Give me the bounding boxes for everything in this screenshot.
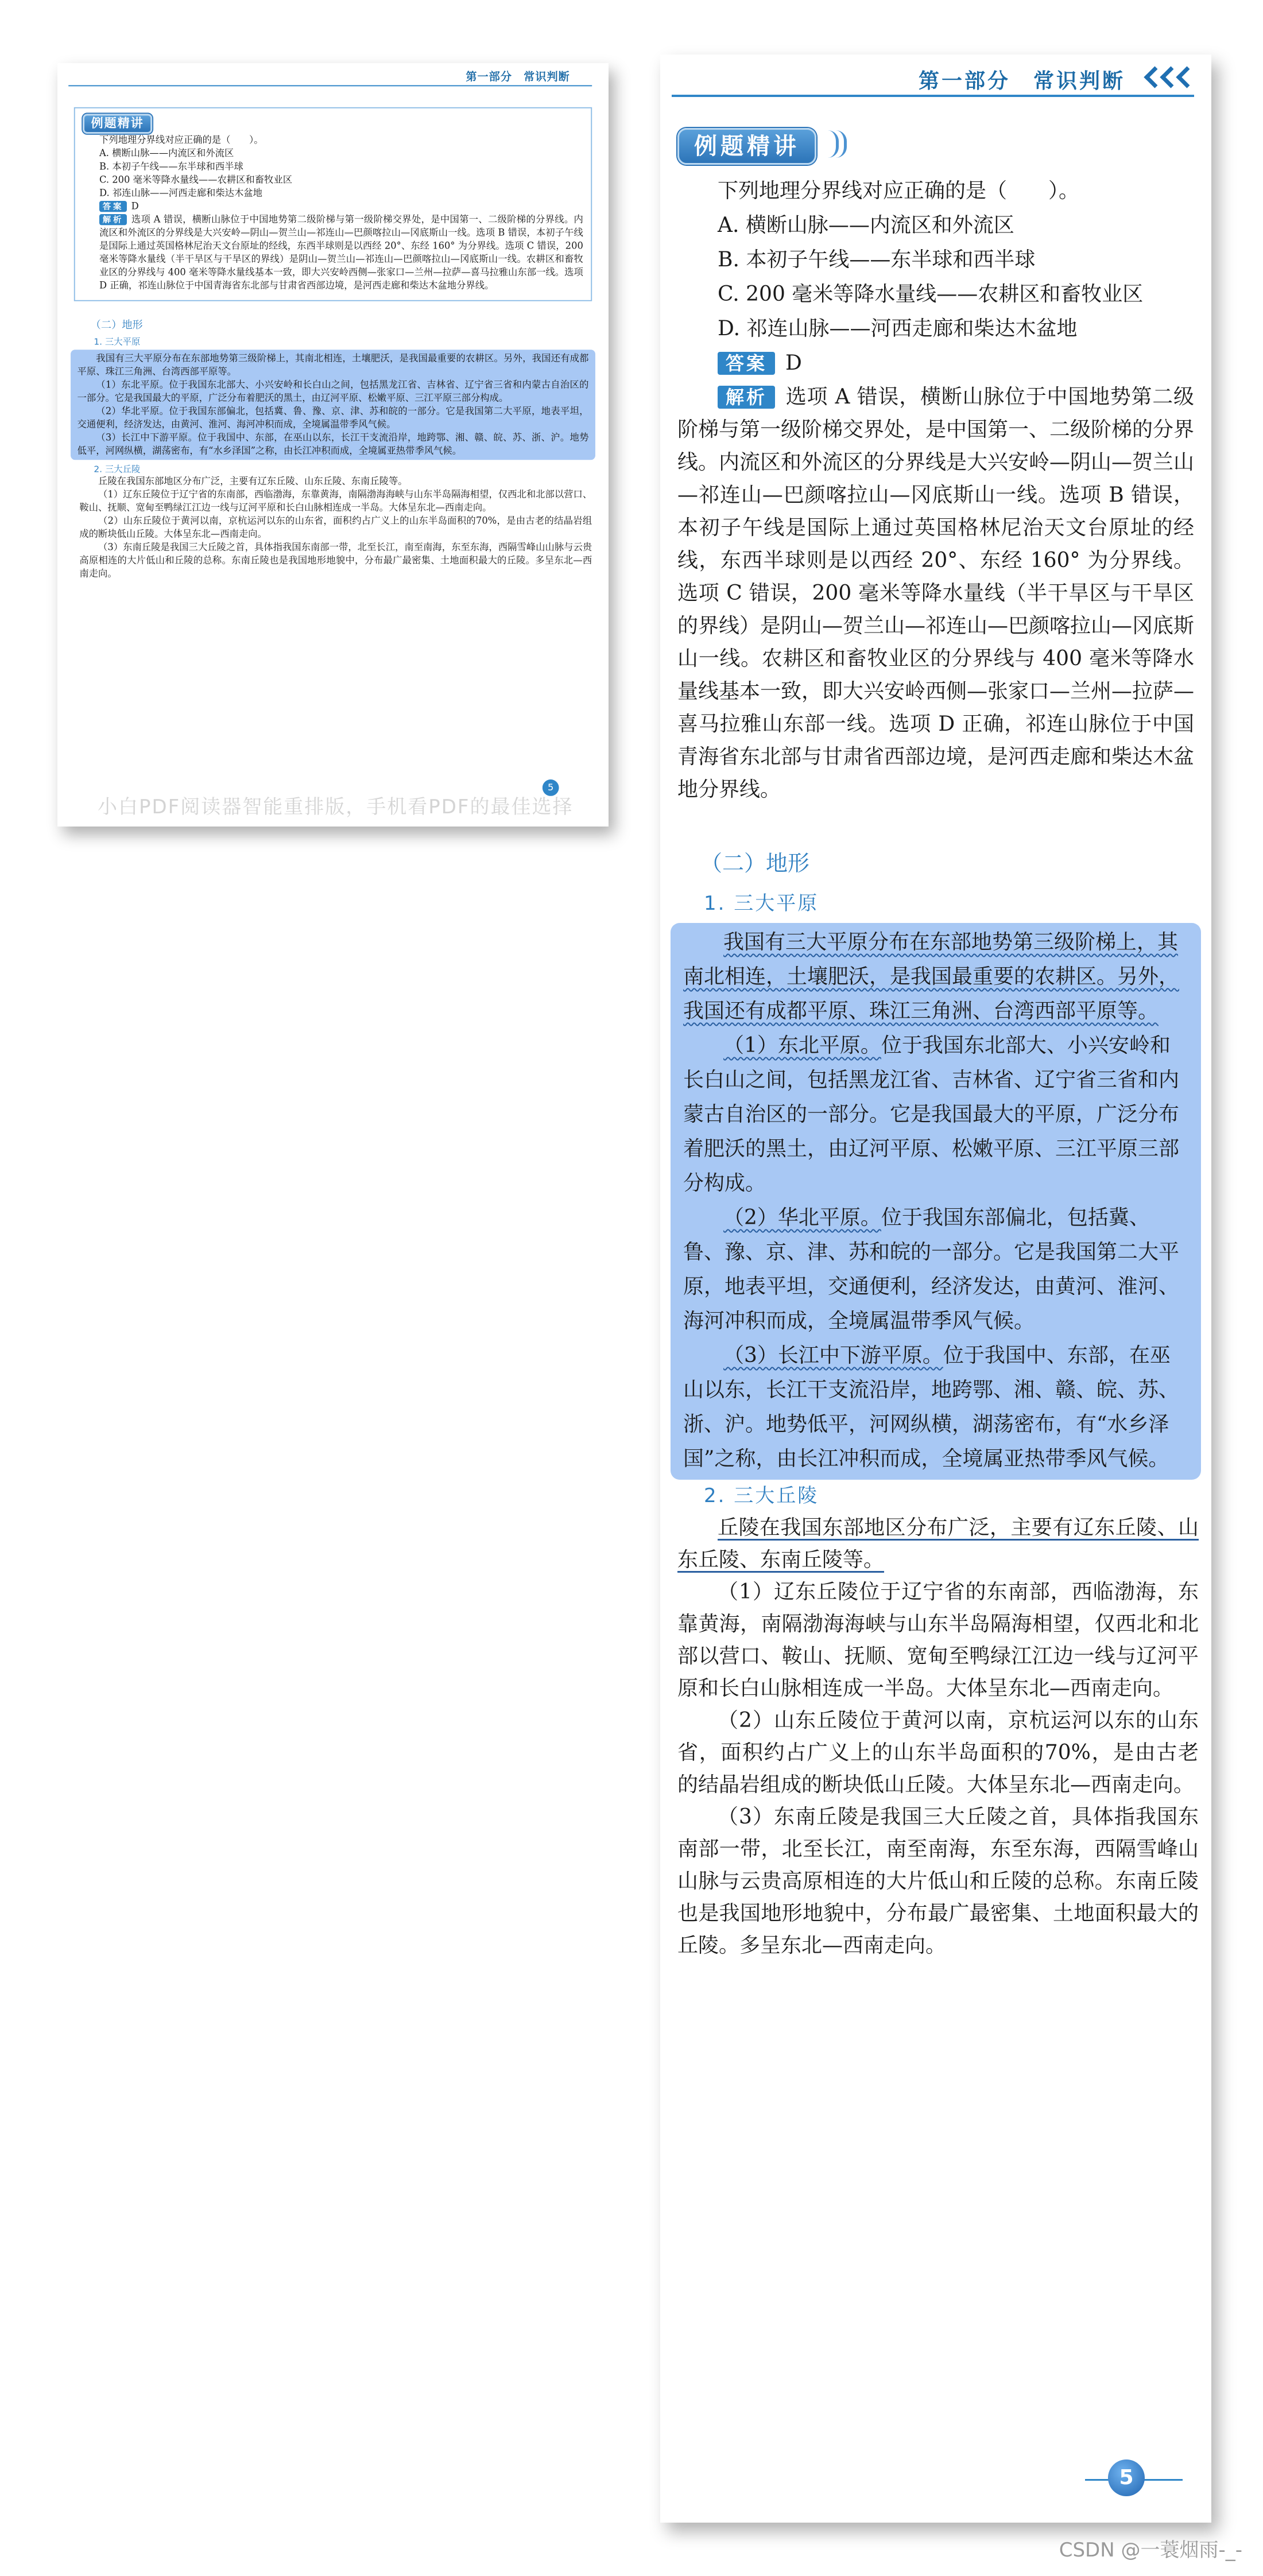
thumb-plain2-head: （2）华北平原。 [96,406,169,417]
plain-2 [683,1201,1188,1339]
question-text: 下列地理分界线对应正确的是（ ）。 [718,179,1080,203]
plain-1 [683,1029,1188,1201]
header-rule [672,95,1194,97]
page-number-area [660,2459,1211,2505]
thumb-explanation: 选项 A 错误，横断山脉位于中国地势第二级阶梯与第一级阶梯交界处，是中国第一、二级阶梯的分界线。内流区和外流区的分界线是大兴安岭—阴山—贺兰山—祁连山—巴颜喀拉山—冈底斯山一线。选项 B 错误，本初子午线是国际上通过英国格林尼治天文台原址的经线，东西半球则是以西经 20°、东经 160° 为分界线。选项 C 错误，200 毫米等降水量线（半干旱区与干旱区的界线）是阴山—贺兰山—祁连山—巴颜喀拉山—冈底斯山一线。农耕区和畜牧业区的分界线与 400 毫米等降水量线基本一致，即大兴安岭西侧—张家口—兰州—拉萨—喜马拉雅山东部一线。选项 D 正确，祁连山脉位于中国青海省东北部与甘肃省西部边境，是河西走廊和柴达木盆地分界线。 [99,214,583,292]
example-badge: 例题精讲 [677,128,816,165]
page-header [660,55,1211,106]
plain-3-body: 位于我国中、东部，在巫山以东，长江干支流沿岸，地跨鄂、湘、赣、皖、苏、浙、沪。地势低平，河网纵横，湖荡密布，有“水乡泽国”之称，由长江冲积而成，全境属亚热带季风气候。 [683,1344,1180,1471]
option-d: D. 祁连山脉——河西走廊和柴达木盆地 [718,317,1078,340]
thumb-option-d: D. 祁连山脉——河西走廊和柴达木盆地 [99,187,262,199]
plains-intro: 我国有三大平原分布在东部地势第三级阶梯上，其南北相连，土壤肥沃，是我国最重要的农耕区。另外，我国还有成都平原、珠江三角洲、台湾西部平原等。 [683,930,1180,1023]
example-section [677,122,1194,806]
thumb-highlight [71,350,595,460]
thumb-plain1 [78,378,589,405]
thumbnail-content [57,63,609,793]
example-badge-wrap [677,122,1194,168]
hill-1: （1）辽东丘陵位于辽宁省的东南部，西临渤海，东靠黄海，南隔渤海海峡与山东半岛隔海相望，仅西北和北部以营口、鞍山、抚顺、宽甸至鸭绿江江边一线与辽河平原和长白山脉相连成一半岛。大体呈东北—西南走向。 [677,1580,1199,1700]
csdn-watermark: CSDN @一蓑烟雨-_- [1059,2539,1242,2562]
thumb-option-c: C. 200 毫米等降水量线——农耕区和畜牧业区 [99,174,293,186]
terrain-title: （二）地形 [700,851,810,876]
hill-2: （2）山东丘陵位于黄河以南，京杭运河以东的山东省，面积约占广义上的山东半岛面积的70%，是由古老的结晶岩组成的断块低山丘陵。大体呈东北—西南走向。 [677,1709,1199,1797]
thumb-option-b: B. 本初子午线——东半球和西半球 [99,161,243,173]
answer-value: D [785,351,802,375]
plain-3 [683,1339,1188,1476]
thumb-page-number: 5 [543,779,559,796]
badge-arc-icon-2 [836,130,847,158]
plain-1-head: （1）东北平原。 [723,1034,881,1057]
thumb-plain2-body: 位于我国东部偏北，包括冀、鲁、豫、京、津、苏和皖的一部分。它是我国第二大平原，地表平坦，交通便利，经济发达，由黄河、淮河、海河冲积而成，全境属温带季风气候。 [77,406,589,430]
thumb-terrain-title: （二）地形 [90,319,143,331]
hill-3: （3）东南丘陵是我国三大丘陵之首，具体指我国东南部一带，北至长江，南至南海，东至东海，西隔雪峰山山脉与云贵高原相连的大片低山和丘陵的总称。东南丘陵也是我国地形地貌中，分布最广最密集、土地面积最大的丘陵。多呈东北—西南走向。 [677,1805,1199,1957]
thumb-plain1-head: （1）东北平原。 [96,379,169,391]
plain-1-body: 位于我国东北部大、小兴安岭和长白山之间，包括黑龙江省、吉林省、辽宁省三省和内蒙古自治区的一部分。它是我国最大的平原，广泛分布着肥沃的黑土，由辽河平原、松嫩平原、三江平原三部分构成。 [683,1034,1180,1195]
thumb-answer-tag: 答案 [99,201,127,212]
thumb-explanation-block [83,213,583,292]
thumb-badge-wrap [83,111,583,133]
explanation-text: 选项 A 错误，横断山脉位于中国地势第二级阶梯与第一级阶梯交界处，是中国第一、二级阶梯的分界线。内流区和外流区的分界线是大兴安岭—阴山—贺兰山—祁连山—巴颜喀拉山—冈底斯山一线。选项 B 错误，本初子午线是国际上通过英国格林尼治天文台原址的经线，东西半球则是以西经 20°、东经 160° 为分界线。选项 C 错误，200 毫米等降水量线（半干旱区与干旱区的界线）是阴山—贺兰山—祁连山—巴颜喀拉山—冈底斯山一线。农耕区和畜牧业区的分界线与 400 毫米等降水量线基本一致，即大兴安岭西侧—张家口—兰州—拉萨—喜马拉雅山东部一线。选项 D 正确，祁连山脉位于中国青海省东北部与甘肃省西部边境，是河西走廊和柴达木盆地分界线。 [677,385,1195,801]
thumb-option-a: A. 横断山脉——内流区和外流区 [99,148,234,160]
hills-title: 2. 三大丘陵 [704,1484,819,1507]
thumb-plain3-body: 位于我国中、东部，在巫山以东，长江干支流沿岸，地跨鄂、湘、赣、皖、苏、浙、沪。地势低平，河网纵横，湖荡密布，有“水乡泽国”之称，由长江冲积而成，全境属亚热带季风气候。 [77,432,589,457]
thumb-hill3: （3）东南丘陵是我国三大丘陵之首，具体指我国东南部一带，北至长江，南至南海，东至东海，西隔雪峰山山脉与云贵高原相连的大片低山和丘陵的总称。东南丘陵也是我国地形地貌中，分布最广最密集、土地面积最大的丘陵。多呈东北—西南走向。 [79,542,592,580]
option-b: B. 本初子午线——东半球和西半球 [718,248,1036,271]
thumb-plains-title: 1. 三大平原 [94,336,141,347]
option-a: A. 横断山脉——内流区和外流区 [718,214,1014,237]
hills-intro: 丘陵在我国东部地区分布广泛，主要有辽东丘陵、山东丘陵、东南丘陵等。 [677,1516,1199,1572]
thumb-plains-intro: 我国有三大平原分布在东部地势第三级阶梯上，其南北相连，土壤肥沃，是我国最重要的农耕区。另外，我国还有成都平原、珠江三角洲、台湾西部平原等。 [77,352,589,378]
chevrons-icon [1142,66,1190,87]
thumb-hills-block [79,475,592,580]
thumb-answer: D [131,201,139,212]
thumb-hill1: （1）辽东丘陵位于辽宁省的东南部，西临渤海，东靠黄海，南隔渤海海峡与山东半岛隔海相望，仅西北和北部以营口、鞍山、抚顺、宽甸至鸭绿江江边一线与辽河平原和长白山脉相连成一半岛。大体呈东北—西南走向。 [79,489,592,514]
thumb-plain2 [78,405,589,431]
thumb-question-box [74,107,592,301]
option-c: C. 200 毫米等降水量线——农耕区和畜牧业区 [718,282,1144,306]
thumb-question: 下列地理分界线对应正确的是（ ）。 [99,134,264,146]
explanation-block [677,381,1194,806]
thumbnail-watermark: 小白PDF阅读器智能重排版，手机看PDF的最佳选择 [98,796,574,818]
answer-tag: 答案 [718,352,775,375]
plain-3-head: （3）长江中下游平原。 [723,1344,943,1367]
plains-title: 1. 三大平原 [704,892,819,915]
thumb-answer-line [83,200,583,213]
thumb-plain3 [78,431,589,457]
thumbnail-page[interactable] [57,63,609,827]
thumb-hill2: （2）山东丘陵位于黄河以南，京杭运河以东的山东省，面积约占广义上的山东半岛面积的70%，是由古老的结晶岩组成的断块低山丘陵。大体呈东北—西南走向。 [79,515,592,540]
thumb-hills-title: 2. 三大丘陵 [94,463,141,475]
plain-2-body: 位于我国东部偏北，包括冀、鲁、豫、京、津、苏和皖的一部分。它是我国第二大平原，地表平坦，交通便利，经济发达，由黄河、淮河、海河冲积而成，全境属温带季风气候。 [683,1206,1180,1333]
plains-highlight [671,923,1201,1480]
thumb-badge: 例题精讲 [83,114,152,134]
plain-2-head: （2）华北平原。 [723,1206,881,1229]
thumb-header-rule [68,85,592,86]
answer-line [677,346,1194,381]
thumb-explain-tag: 解析 [99,214,127,225]
thumb-plain1-body: 位于我国东北部大、小兴安岭和长白山之间，包括黑龙江省、吉林省、辽宁省三省和内蒙古自治区的一部分。它是我国最大的平原，广泛分布着肥沃的黑土，由辽河平原、松嫩平原、三江平原三部分构成。 [77,379,589,404]
thumb-header-title: 第一部分 常识判断 [466,69,570,83]
thumb-plain3-head: （3）长江中下游平原。 [96,432,198,444]
page-header-title: 第一部分 常识判断 [918,69,1125,93]
page-number: 5 [1108,2459,1145,2496]
main-page [660,55,1211,2523]
thumb-header [57,63,609,102]
main-page-content [660,55,1211,2489]
thumb-hills-intro: 丘陵在我国东部地区分布广泛，主要有辽东丘陵、山东丘陵、东南丘陵等。 [98,476,408,487]
explain-tag: 解析 [718,386,775,409]
